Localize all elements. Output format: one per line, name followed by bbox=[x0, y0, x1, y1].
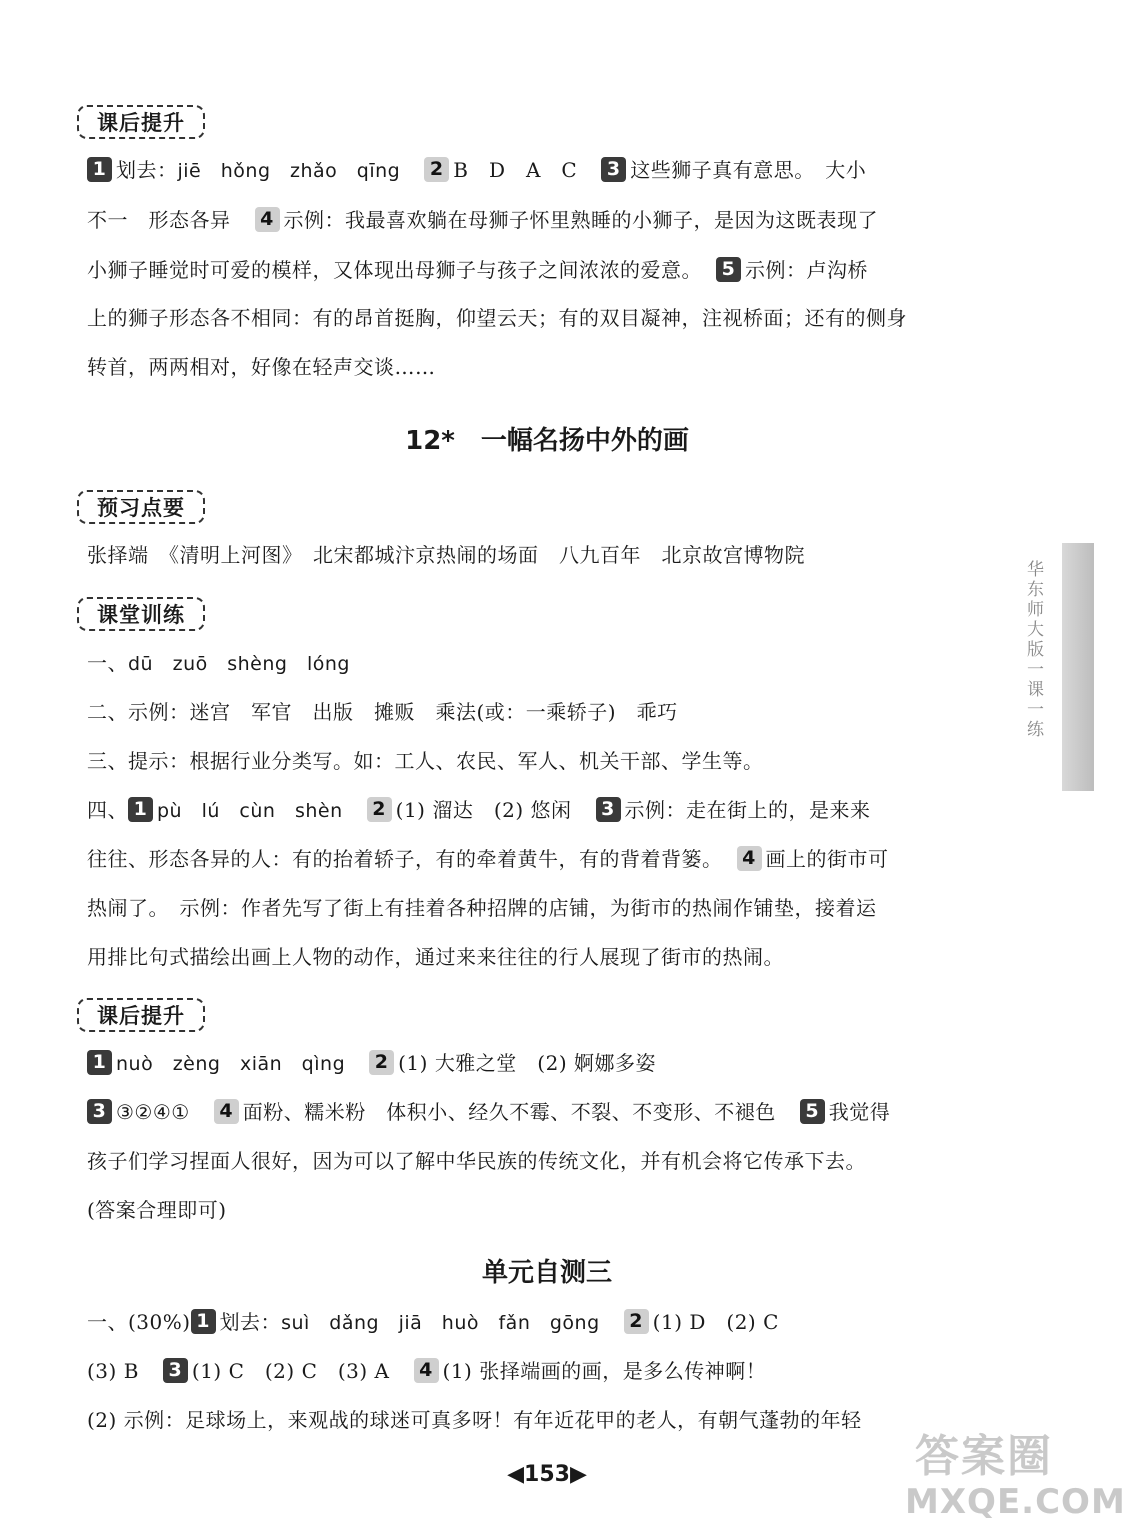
question-number-badge: 3 bbox=[87, 1099, 112, 1124]
section-label-text: 课后提升 bbox=[97, 111, 185, 135]
side-book-title: 华东师大版一课一练 bbox=[1023, 560, 1043, 740]
question-number-badge: 1 bbox=[87, 1050, 112, 1075]
answer-text: 一、(30%) bbox=[87, 1310, 191, 1334]
answer-text: 四、 bbox=[87, 798, 128, 822]
answer-line: 三、提示：根据行业分类写。如：工人、农民、军人、机关干部、学生等。 bbox=[87, 749, 764, 773]
question-number-badge: 2 bbox=[624, 1309, 649, 1334]
section-label-after-class bbox=[77, 105, 205, 139]
watermark-url: MXQE.COM bbox=[905, 1482, 1126, 1522]
answer-line: 上的狮子形态各不相同：有的昂首挺胸，仰望云天；有的双目凝神，注视桥面；还有的侧身 bbox=[87, 306, 907, 330]
pinyin-text: jiē hǒng zhǎo qīng bbox=[177, 160, 401, 182]
question-number-badge: 3 bbox=[163, 1358, 188, 1383]
answer-line: (答案合理即可) bbox=[87, 1198, 227, 1222]
answer-line: 二、示例：迷宫 军官 出版 摊贩 乘法(或：一乘轿子) 乖巧 bbox=[87, 700, 678, 724]
answer-line: 张择端 《清明上河图》 北宋都城汴京热闹的场面 八九百年 北京故宫博物院 bbox=[87, 543, 805, 567]
pinyin-text: suì dǎng jiā huò fǎn gōng bbox=[281, 1312, 600, 1334]
answer-line bbox=[87, 1048, 967, 1079]
answer-text: (3) B bbox=[87, 1359, 139, 1383]
answer-text: 划去： bbox=[116, 158, 178, 182]
answer-line bbox=[87, 1307, 967, 1338]
answer-line bbox=[87, 1356, 967, 1387]
answer-line: 孩子们学习捏面人很好，因为可以了解中华民族的传统文化，并有机会将它传承下去。 bbox=[87, 1149, 866, 1173]
question-number-badge: 2 bbox=[369, 1050, 394, 1075]
question-number-badge: 1 bbox=[87, 157, 112, 182]
answer-text: 小狮子睡觉时可爱的模样，又体现出母狮子与孩子之间浓浓的爱意。 bbox=[87, 258, 702, 282]
answer-line: 用排比句式描绘出画上人物的动作，通过来来往往的行人展现了街市的热闹。 bbox=[87, 945, 784, 969]
answer-text: 示例：走在街上的，是来来 bbox=[624, 798, 871, 822]
section-label-text: 预习点要 bbox=[97, 496, 185, 520]
section-label-text: 课后提升 bbox=[97, 1004, 185, 1028]
section-label-classwork bbox=[77, 597, 205, 631]
section-label-after-class bbox=[77, 998, 205, 1032]
answer-line bbox=[87, 648, 967, 679]
answer-line: 转首，两两相对，好像在轻声交谈…… bbox=[87, 355, 436, 379]
watermark-text: 答案圈 bbox=[915, 1431, 1053, 1482]
answer-text: 示例：卢沟桥 bbox=[745, 258, 868, 282]
question-number-badge: 5 bbox=[716, 257, 741, 282]
answer-line: (2) 示例：足球场上，来观战的球迷可真多呀！有年近花甲的老人，有朝气蓬勃的年轻 bbox=[87, 1408, 862, 1432]
question-number-badge: 3 bbox=[596, 797, 621, 822]
question-number-badge: 1 bbox=[191, 1309, 216, 1334]
answer-text: (1) 溜达 (2) 悠闲 bbox=[395, 798, 572, 822]
page-number: ◀153▶ bbox=[507, 1462, 587, 1487]
pinyin-text: dū zuō shèng lóng bbox=[128, 653, 350, 675]
section-label-text: 课堂训练 bbox=[97, 603, 185, 627]
answer-text: (1) D (2) C bbox=[652, 1310, 779, 1334]
answer-text: ③②④① bbox=[116, 1100, 190, 1124]
answer-line bbox=[87, 255, 967, 286]
question-number-badge: 1 bbox=[128, 797, 153, 822]
answer-text: (1) 大雅之堂 (2) 婀娜多姿 bbox=[398, 1051, 656, 1075]
side-thumb-tab bbox=[1062, 543, 1094, 791]
lesson-title: 12* 一幅名扬中外的画 bbox=[405, 426, 689, 456]
question-number-badge: 2 bbox=[367, 797, 392, 822]
question-number-badge: 4 bbox=[255, 207, 280, 232]
answer-text: (1) C (2) C (3) A bbox=[191, 1359, 390, 1383]
answer-text: 划去： bbox=[219, 1310, 282, 1334]
answer-text: 一、 bbox=[87, 651, 128, 675]
answer-line bbox=[87, 205, 967, 236]
pinyin-text: nuò zèng xiān qìng bbox=[116, 1053, 346, 1075]
answer-text: 面粉、糯米粉 体积小、经久不霉、不裂、不变形、不褪色 bbox=[242, 1100, 776, 1124]
question-number-badge: 5 bbox=[800, 1099, 825, 1124]
answer-text: 不一 形态各异 bbox=[87, 208, 231, 232]
answer-line bbox=[87, 844, 967, 875]
answer-text: 我觉得 bbox=[828, 1100, 891, 1124]
answer-line bbox=[87, 795, 967, 826]
answer-line bbox=[87, 1097, 967, 1128]
question-number-badge: 4 bbox=[414, 1358, 439, 1383]
answer-line bbox=[87, 155, 967, 186]
unit-test-title: 单元自测三 bbox=[481, 1258, 612, 1288]
question-number-badge: 4 bbox=[214, 1099, 239, 1124]
answer-text: 画上的街市可 bbox=[765, 847, 889, 871]
question-number-badge: 4 bbox=[737, 846, 762, 871]
section-label-preview bbox=[77, 490, 205, 524]
pinyin-text: pù lú cùn shèn bbox=[157, 800, 343, 822]
watermark-logo bbox=[905, 1420, 1126, 1530]
answer-text: 示例：我最喜欢躺在母狮子怀里熟睡的小狮子，是因为这既表现了 bbox=[283, 208, 878, 232]
answer-text: 往往、形态各异的人：有的抬着轿子，有的牵着黄牛，有的背着背篓。 bbox=[87, 847, 723, 871]
question-number-badge: 2 bbox=[424, 157, 449, 182]
answer-text: (1) 张择端画的画，是多么传神啊！ bbox=[442, 1359, 767, 1383]
answer-text: 这些狮子真有意思。 大小 bbox=[630, 158, 867, 182]
question-number-badge: 3 bbox=[601, 157, 626, 182]
answer-line: 热闹了。 示例：作者先写了街上有挂着各种招牌的店铺，为街市的热闹作铺垫，接着运 bbox=[87, 896, 877, 920]
answer-text: B D A C bbox=[453, 158, 578, 182]
